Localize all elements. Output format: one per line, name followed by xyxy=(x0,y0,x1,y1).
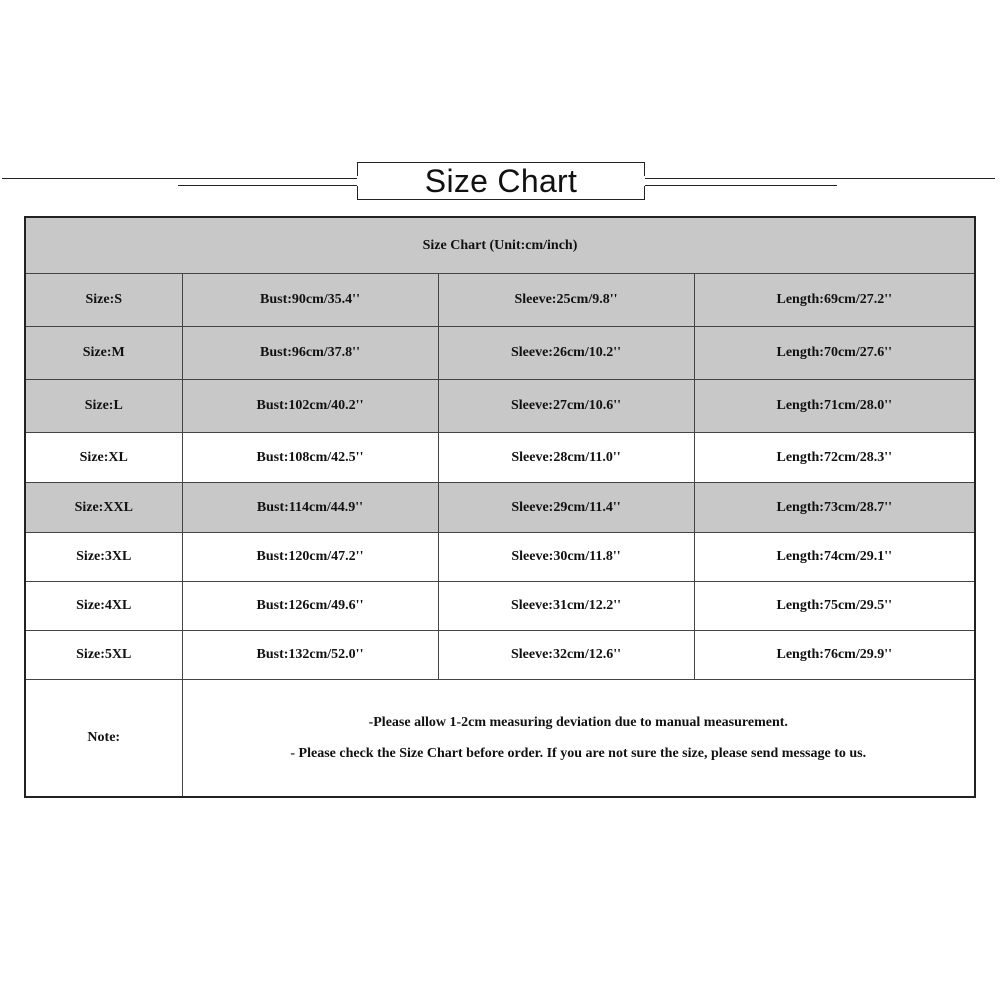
cell-sleeve: Sleeve:26cm/10.2'' xyxy=(438,327,694,380)
cell-sleeve: Sleeve:25cm/9.8'' xyxy=(438,274,694,327)
note-row xyxy=(25,680,975,798)
table-row xyxy=(25,483,975,533)
table-caption: Size Chart (Unit:cm/inch) xyxy=(25,217,975,274)
cell-bust: Bust:126cm/49.6'' xyxy=(182,582,438,631)
cell-bust: Bust:114cm/44.9'' xyxy=(182,483,438,533)
cell-length: Length:69cm/27.2'' xyxy=(694,274,975,327)
table-row xyxy=(25,631,975,680)
cell-sleeve: Sleeve:31cm/12.2'' xyxy=(438,582,694,631)
table-row xyxy=(25,582,975,631)
cell-bust: Bust:102cm/40.2'' xyxy=(182,380,438,433)
table-row xyxy=(25,274,975,327)
cell-length: Length:73cm/28.7'' xyxy=(694,483,975,533)
cell-length: Length:70cm/27.6'' xyxy=(694,327,975,380)
header-rule-inner-left xyxy=(178,185,357,186)
cell-size: Size:M xyxy=(25,327,182,380)
cell-bust: Bust:108cm/42.5'' xyxy=(182,433,438,483)
cell-bust: Bust:120cm/47.2'' xyxy=(182,533,438,582)
cell-sleeve: Sleeve:27cm/10.6'' xyxy=(438,380,694,433)
title-frame xyxy=(357,162,645,200)
header-rule-inner-right xyxy=(645,185,837,186)
table-caption-row xyxy=(25,217,975,274)
cell-size: Size:S xyxy=(25,274,182,327)
cell-length: Length:75cm/29.5'' xyxy=(694,582,975,631)
cell-size: Size:XXL xyxy=(25,483,182,533)
cell-size: Size:4XL xyxy=(25,582,182,631)
cell-bust: Bust:90cm/35.4'' xyxy=(182,274,438,327)
table-row xyxy=(25,327,975,380)
cell-sleeve: Sleeve:29cm/11.4'' xyxy=(438,483,694,533)
note-line: -Please allow 1-2cm measuring deviation due to manual measurement. xyxy=(368,715,788,730)
size-chart-table xyxy=(24,216,976,798)
cell-size: Size:L xyxy=(25,380,182,433)
cell-sleeve: Sleeve:30cm/11.8'' xyxy=(438,533,694,582)
cell-size: Size:5XL xyxy=(25,631,182,680)
note-label: Note: xyxy=(25,680,182,798)
cell-sleeve: Sleeve:28cm/11.0'' xyxy=(438,433,694,483)
note-text xyxy=(182,680,975,798)
table-row xyxy=(25,380,975,433)
table-row xyxy=(25,533,975,582)
cell-bust: Bust:96cm/37.8'' xyxy=(182,327,438,380)
cell-length: Length:71cm/28.0'' xyxy=(694,380,975,433)
cell-size: Size:XL xyxy=(25,433,182,483)
header-rule-outer-right xyxy=(645,178,995,179)
cell-length: Length:74cm/29.1'' xyxy=(694,533,975,582)
cell-sleeve: Sleeve:32cm/12.6'' xyxy=(438,631,694,680)
header-rule-outer-left xyxy=(2,178,357,179)
cell-size: Size:3XL xyxy=(25,533,182,582)
cell-length: Length:76cm/29.9'' xyxy=(694,631,975,680)
cell-bust: Bust:132cm/52.0'' xyxy=(182,631,438,680)
cell-length: Length:72cm/28.3'' xyxy=(694,433,975,483)
page-title: Size Chart xyxy=(424,162,578,199)
note-line: - Please check the Size Chart before order. If you are not sure the size, please send message to us. xyxy=(290,746,867,761)
table-row xyxy=(25,433,975,483)
